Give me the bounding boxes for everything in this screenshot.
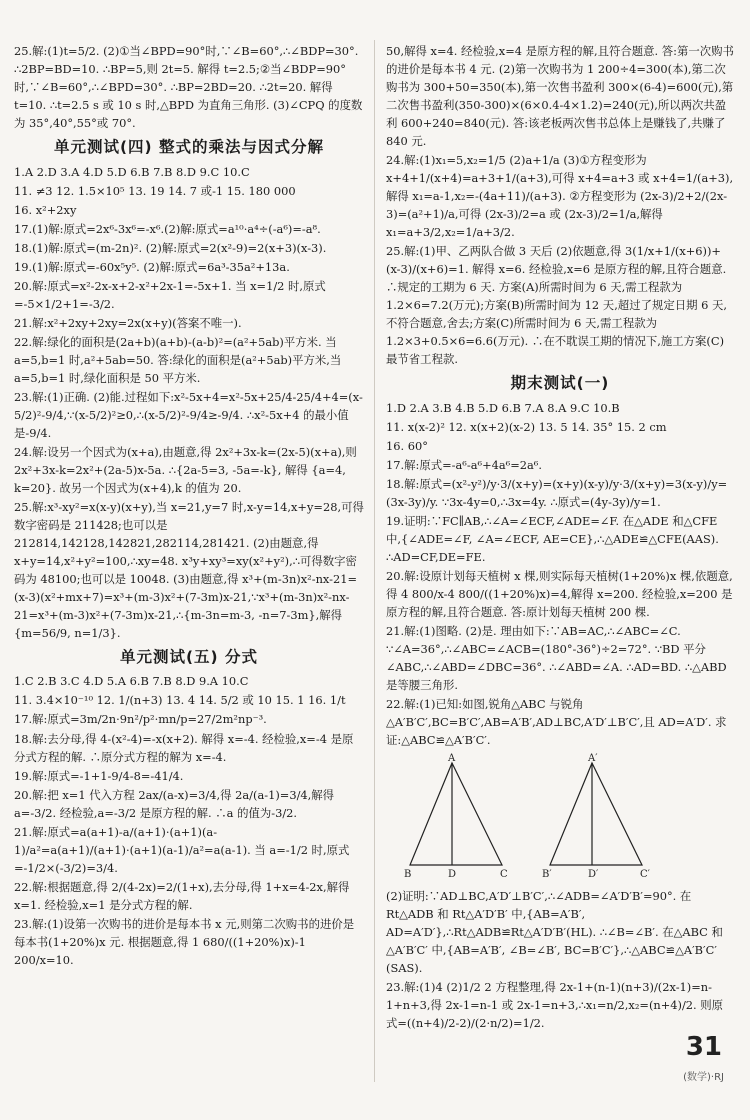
section-heading: 期末测试(一) (510, 374, 610, 393)
page-number: 31 (685, 1031, 722, 1062)
answer-entry: 25.解:(1)甲、乙两队合做 3 天后 (2)依题意,得 3(1/x+1/(x+6))+(x-3)/(x+6)=1. 解得 x=6. 经检验,x=6 是原方程的解,且符合题意. ∴规定的工期为 6 天. 方案(A)所需时间为 6 天,需工程款为 1.2×6=7.2(万元);方案(B)所需时间为 12 天,超过了规定日期 6 天,不符合题意,舍去;方案(C)所需时间为 6 天,需工程款为 1.2×3+0.5×6=6.6(万元). ∴在不耽误工期的情况下,施工方案(C)最节省工程款. (386, 244, 728, 367)
section-heading: 单元测试(五) 分式 (119, 647, 259, 666)
answer-entry: 1.A 2.D 3.A 4.D 5.D 6.B 7.B 8.D 9.C 10.C (14, 164, 250, 179)
answer-entry: 23.解:(1)正确. (2)能.过程如下:x²-5x+4=x²-5x+25/4-25/4+4=(x-5/2)²-9/4,∵(x-5/2)²≥0,∴(x-5/2)²-9/4≥-9/4. ∴x²-5x+4 的最小值是-9/4. (14, 389, 363, 440)
answer-entry: 17.解:原式=-a⁶-a⁶+4a⁶=2a⁶. (386, 457, 542, 472)
label-d: D (448, 869, 457, 881)
label-b2: B′ (542, 869, 552, 881)
right-column (386, 42, 734, 1033)
answer-entry: 22.解:绿化的面积是(2a+b)(a+b)-(a-b)²=(a²+5ab)平方米. 当 a=5,b=1 时,a²+5ab=50. 答:绿化的面积是(a²+5ab)平方米,当 a=5,b=1 时,绿化面积是 50 平方米. (14, 334, 342, 385)
answer-entry: 18.解:原式=(x²-y²)/y·3/(x+y)=(x+y)(x-y)/y·3/(x+y)=3(x-y)/y=(3x-3y)/y. ∵3x-4y=0,∴3x=4y. ∴原式=(4y-3y)/y=1. (386, 476, 728, 509)
label-a2: A′ (588, 753, 598, 765)
answer-entry: 20.解:设原计划每天植树 x 棵,则实际每天植树(1+20%)x 棵,依题意,得 4 800/x-4 800/((1+20%)x)=4,解得 x=200. 经检验,x=200 是原方程的解,且符合题意. 答:原计划每天植树 200 棵. (386, 568, 733, 619)
label-b: B (404, 869, 412, 881)
answer-entry: 18.解:去分母,得 4-(x²-4)=-x(x+2). 解得 x=-4. 经检验,x=-4 是原分式方程的解. ∴原分式方程的解为 x=-4. (14, 731, 354, 764)
answer-entry: 16. 60° (386, 438, 428, 453)
answer-entry: 11. x(x-2)² 12. x(x+2)(x-2) 13. 5 14. 35° 15. 2 cm (386, 419, 667, 434)
answer-entry: 19.证明:∵FC∥AB,∴∠A=∠ECF,∠ADE=∠F. 在△ADE 和△CFE 中,{∠ADE=∠F, ∠A=∠ECF, AE=CE},∴△ADE≌△CFE(AAS). ∴AD=CF,DE=FE. (386, 513, 719, 564)
answer-entry: 1.D 2.A 3.B 4.B 5.D 6.B 7.A 8.A 9.C 10.B (386, 400, 620, 415)
triangle-abc (410, 763, 502, 865)
answer-entry: 25.解:(1)t=5/2. (2)①当∠BPD=90°时,∵∠B=60°,∴∠BDP=30°. ∴2BP=BD=10. ∴BP=5,则 2t=5. 解得 t=2.5;②当∠BDP=90°时,∵∠B=60°,∴∠BPD=30°. ∴BP=2BD=20. ∴2t=20. 解得 t=10. ∴t=2.5 s 或 10 s 时,△BPD 为直角三角形. (3)∠CPQ 的度数为 35°,40°,55°或 70°. (14, 44, 363, 131)
left-column (14, 42, 364, 970)
answer-entry: (2)证明:∵AD⊥BC,A′D′⊥B′C′,∴∠ADB=∠A′D′B′=90°. 在 Rt△ADB 和 Rt△A′D′B′ 中,{AB=A′B′, AD=A′D′},∴Rt△ADB≌Rt△A′D′B′(HL). ∴∠B=∠B′. 在△ABC 和△A′B′C′ 中,{AB=A′B′, ∠B=∠B′, BC=B′C′},∴△ABC≌△A′B′C′(SAS). (386, 889, 723, 976)
answer-entry: 17.解:原式=3m/2n·9n²/p²·mn/p=27/2m²np⁻³. (14, 712, 267, 727)
answer-entry: 21.解:(1)图略. (2)是. 理由如下:∵AB=AC,∴∠ABC=∠C. ∵∠A=36°,∴∠ABC=∠ACB=(180°-36°)÷2=72°. ∵BD 平分∠ABC,∴∠ABD=∠DBC=36°. ∴∠ABD=∠A. ∴AD=BD. ∴△ABD 是等腰三角形. (386, 623, 727, 692)
answer-entry: 16. x²+2xy (14, 202, 77, 217)
triangle-a2b2c2 (550, 763, 642, 865)
answer-entry: 24.解:(1)x₁=5,x₂=1/5 (2)a+1/a (3)①方程变形为 x+4+1/(x+4)=a+3+1/(a+3),可得 x+4=a+3 或 x+4=1/(a+3),解得 x₁=a-1,x₂=-(4a+11)/(a+3). ②方程变形为 (2x-3)/2+2/(2x-3)=(a²+1)/a,可得 (2x-3)/2=a 或 (2x-3)/2=1/a,解得 x₁=a+3/2,x₂=1/a+3/2. (386, 153, 734, 240)
answer-entry: 19.(1)解:原式=-60x⁵y⁵. (2)解:原式=6a³-35a²+13a. (14, 259, 290, 274)
answer-entry: 21.解:原式=a(a+1)-a/(a+1)·(a+1)(a-1)/a²=a(a+1)/(a+1)·(a+1)(a-1)/a²=a(a-1). 当 a=-1/2 时,原式=-1/2×(-3/2)=3/4. (14, 824, 350, 875)
answer-entry: 17.(1)解:原式=2x⁶-3x⁶=-x⁶.(2)解:原式=a¹⁰·a⁴÷(-a⁶)=-a⁸. (14, 221, 321, 236)
answer-entry: 21.解:x²+2xy+2xy=2x(x+y)(答案不唯一). (14, 315, 242, 330)
triangle-figure (404, 753, 654, 883)
answer-entry: 24.解:设另一个因式为(x+a),由题意,得 2x²+3x-k=(2x-5)(x+a),则 2x²+3x-k=2x²+(2a-5)x-5a. ∴{2a-5=3, -5a=-k}, 解得 {a=4, k=20}. 故另一个因式为(x+4),k 的值为 20. (14, 444, 357, 495)
answer-entry: 20.解:原式=x²-2x-x+2-x²+2x-1=-5x+1. 当 x=1/2 时,原式=-5×1/2+1=-3/2. (14, 278, 326, 311)
label-c2: C′ (640, 869, 650, 881)
answer-entry: 20.解:把 x=1 代入方程 2ax/(a-x)=3/4,得 2a/(a-1)=3/4,解得 a=-3/2. 经检验,a=-3/2 是原方程的解. ∴a 的值为-3/2. (14, 787, 335, 820)
column-divider (374, 40, 375, 1082)
footer-subject: (数学)·RJ (683, 1072, 724, 1084)
answer-entry: 11. ≠3 12. 1.5×10⁵ 13. 19 14. 7 或-1 15. 180 000 (14, 183, 296, 198)
answer-entry: 18.(1)解:原式=(m-2n)². (2)解:原式=2(x²-9)=2(x+3)(x-3). (14, 240, 327, 255)
answer-entry: 22.解:(1)已知:如图,锐角△ABC 与锐角△A′B′C′,BC=B′C′,AB=A′B′,AD⊥BC,A′D′⊥B′C′,且 AD=A′D′. 求证:△ABC≌△A′B′C′. (386, 697, 727, 748)
label-c: C (500, 869, 508, 881)
answer-entry: 50,解得 x=4. 经检验,x=4 是原方程的解,且符合题意. 答:第一次购书的进价是每本书 4 元. (2)第一次购书为 1 200÷4=300(本),第二次购书为 300+50=350(本),第一次售书盈利 300×(6-4)=600(元),第二次售书盈利(350-300)×(6×0.4-4×1.2)=240(元),所以两次共盈利 600+240=840(元). 答:该老板两次售书总体上是赚钱了,共赚了 840 元. (386, 44, 734, 149)
answer-entry: 23.解:(1)设第一次购书的进价是每本书 x 元,则第二次购书的进价是每本书(1+20%)x 元. 根据题意,得 1 680/((1+20%)x)-1 200/x=10. (14, 916, 355, 967)
answer-entry: 23.解:(1)4 (2)1/2 2 方程整理,得 2x-1+(n-1)(n+3)/(2x-1)=n-1+n+3,得 2x-1=n-1 或 2x-1=n+3,∴x₁=n/2,x₂=(n+4)/2. 则原式=((n+4)/2-2)/(2·n/2)=1/2. (386, 980, 724, 1031)
label-d2: D′ (588, 869, 599, 881)
answer-entry: 1.C 2.B 3.C 4.D 5.A 6.B 7.B 8.D 9.A 10.C (14, 674, 249, 689)
answer-entry: 25.解:x³-xy²=x(x-y)(x+y),当 x=21,y=7 时,x-y=14,x+y=28,可得数字密码是 211428;也可以是 212814,142128,142821,282114,281421. (2)由题意,得 x+y=14,x²+y²=100,∴xy=48. x³y+xy³=xy(x²+y²),∴可得数字密码为 48100;也可以是 10048. (3)由题意,得 x³+(m-3n)x²-nx-21=(x-3)(x²+mx+7)=x³+(m-3)x²+(7-3m)x-21,∵x³+(m-3n)x²-nx-21=x³+(m-3)x²+(7-3m)x-21,∴{m-3n=m-3, -n=7-3m},解得 {m=56/9, n=1/3}. (14, 499, 364, 640)
answer-entry: 11. 3.4×10⁻¹⁰ 12. 1/(n+3) 13. 4 14. 5/2 或 10 15. 1 16. 1/t (14, 693, 346, 708)
answer-entry: 22.解:根据题意,得 2/(4-2x)=2/(1+x),去分母,得 1+x=4-2x,解得 x=1. 经检验,x=1 是分式方程的解. (14, 879, 350, 912)
section-heading: 单元测试(四) 整式的乘法与因式分解 (53, 138, 325, 157)
answer-entry: 19.解:原式=-1+1-9/4-8=-41/4. (14, 768, 184, 783)
label-a: A (448, 753, 456, 765)
